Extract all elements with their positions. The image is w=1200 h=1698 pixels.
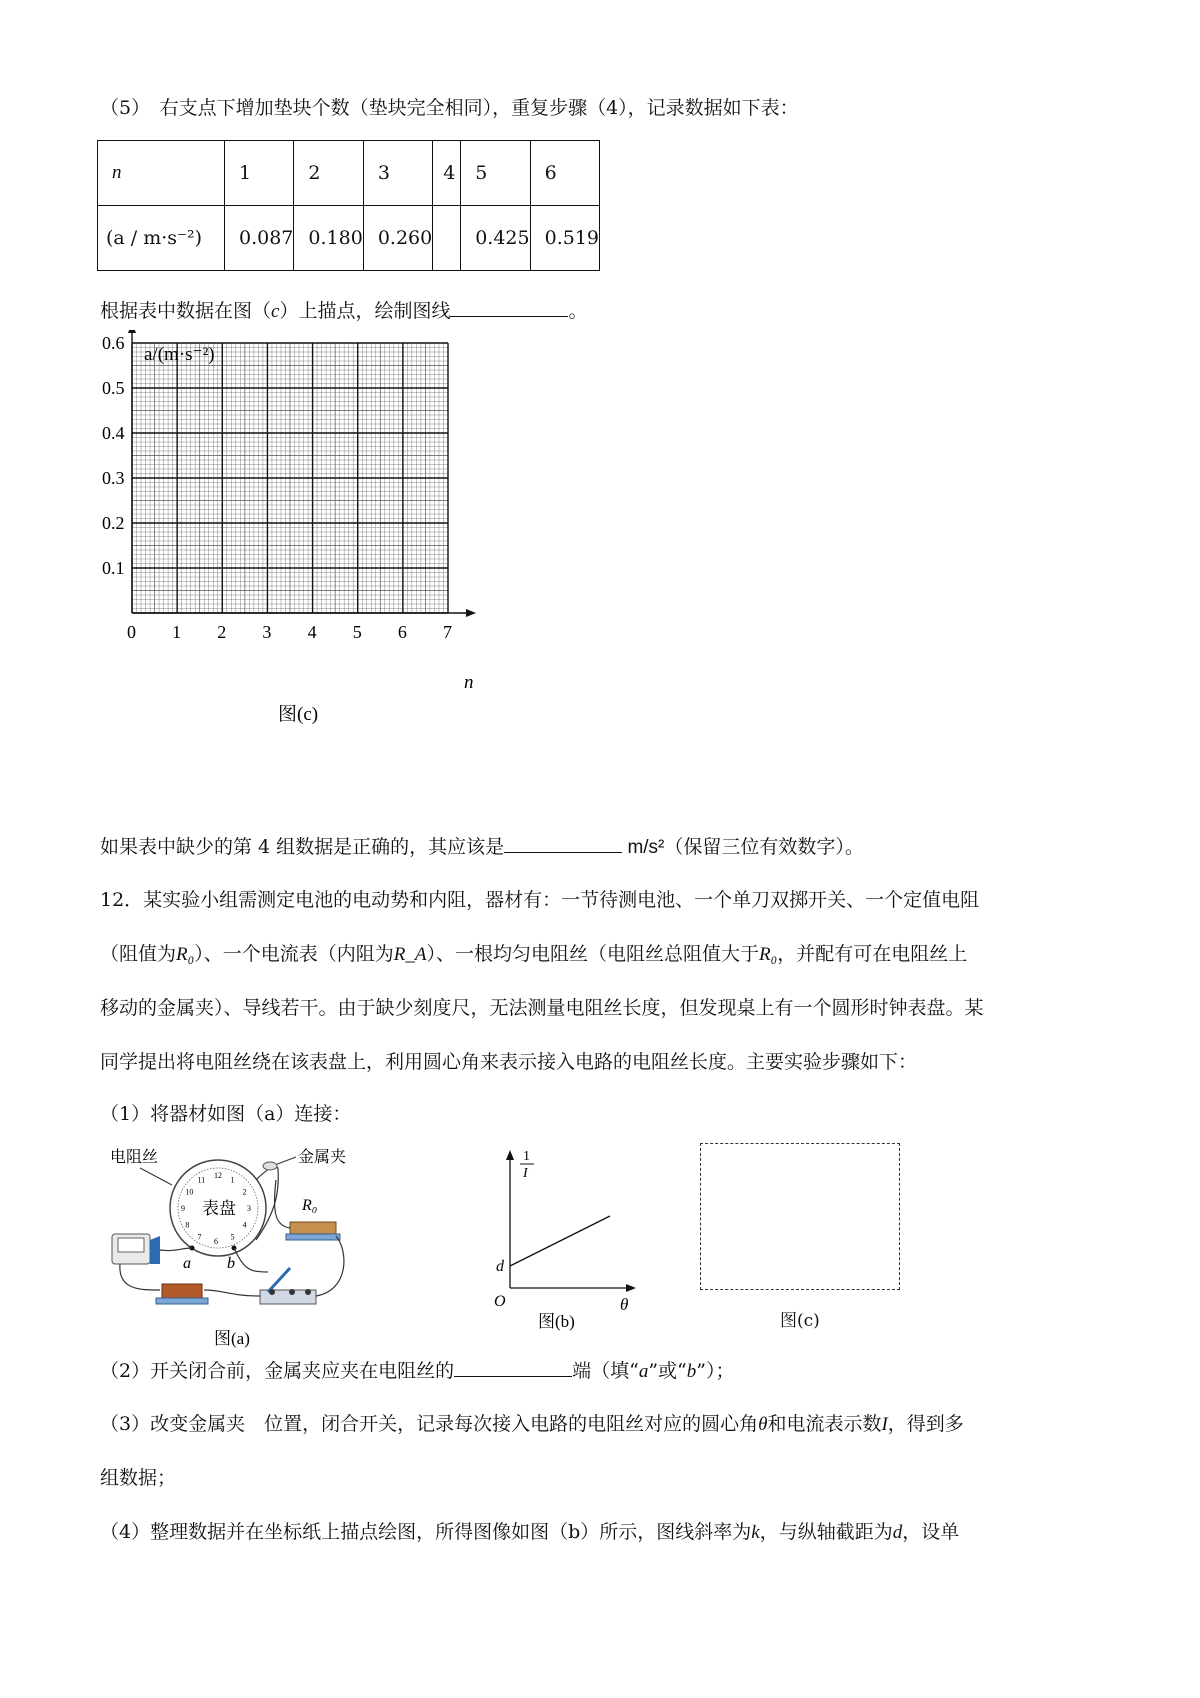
y-tick-label: 0.5 bbox=[102, 378, 125, 398]
point-a-label: a bbox=[183, 1255, 191, 1272]
dial-label: 表盘 bbox=[202, 1199, 236, 1218]
table-cell: 1 bbox=[225, 141, 294, 206]
clock-number: 2 bbox=[242, 1187, 247, 1197]
x-label-theta: θ bbox=[620, 1295, 629, 1314]
table-row bbox=[98, 206, 600, 271]
y-label-denominator: I bbox=[523, 1166, 528, 1181]
wire-label: 电阻丝 bbox=[110, 1149, 159, 1166]
clock-number: 4 bbox=[242, 1220, 247, 1230]
plot-instruction: 根据表中数据在图（c）上描点，绘制图线 。 bbox=[100, 300, 588, 322]
table-cell: 5 bbox=[461, 141, 530, 206]
x-tick-label: 0 bbox=[127, 622, 136, 642]
clip-label: 金属夹 bbox=[298, 1149, 347, 1166]
clock-number: 10 bbox=[185, 1187, 194, 1197]
q12-step2: （2）开关闭合前，金属夹应夹在电阻丝的 端（填“a”或“b”）； bbox=[100, 1360, 735, 1382]
x-tick-label: 2 bbox=[217, 622, 227, 642]
resistor-icon bbox=[286, 1222, 340, 1240]
clock-number: 9 bbox=[181, 1204, 185, 1213]
figure-a-caption: 图(a) bbox=[214, 1329, 250, 1348]
metal-clip-icon bbox=[263, 1162, 277, 1170]
clock-number: 7 bbox=[197, 1232, 202, 1242]
r0-label: R₀ bbox=[302, 1197, 318, 1214]
q12-line4: 同学提出将电阻丝绕在该表盘上，利用圆心角来表示接入电路的电阻丝长度。主要实验步骤如下： bbox=[100, 1051, 918, 1073]
q12-step3-line1: （3）改变金属夹 位置，闭合开关，记录每次接入电路的电阻丝对应的圆心角θ和电流表示数I，得到多 bbox=[100, 1413, 964, 1435]
y-tick-label: 0.6 bbox=[102, 333, 125, 353]
y-axis-label: a/(m·s⁻²) bbox=[144, 344, 215, 365]
answer-blank[interactable] bbox=[450, 298, 568, 317]
figure-c-caption: 图(c) bbox=[780, 1311, 820, 1331]
clock-number: 6 bbox=[214, 1237, 218, 1246]
x-tick-label: 1 bbox=[172, 622, 182, 642]
table-row bbox=[98, 141, 600, 206]
q12-step1: （1）将器材如图（a）连接： bbox=[100, 1103, 352, 1125]
x-axis-label: n bbox=[464, 672, 474, 693]
table-cell: 6 bbox=[530, 141, 599, 206]
y-tick-label: 0.4 bbox=[102, 423, 125, 443]
clock-number: 5 bbox=[230, 1232, 235, 1242]
table-cell: 0.519 bbox=[530, 206, 599, 271]
y-tick-label: 0.2 bbox=[102, 513, 125, 533]
switch-icon bbox=[260, 1268, 316, 1304]
clock-number: 1 bbox=[230, 1175, 235, 1185]
y-tick-label: 0.3 bbox=[102, 468, 125, 488]
figure-c-frame bbox=[700, 1143, 900, 1290]
x-tick-label: 6 bbox=[397, 622, 407, 642]
clock-number: 11 bbox=[197, 1175, 206, 1185]
table-cell: 2 bbox=[294, 141, 363, 206]
table-header-n: n bbox=[98, 141, 225, 206]
table-cell: 0.087 bbox=[225, 206, 294, 271]
x-tick-label: 3 bbox=[262, 622, 272, 642]
q12-step3-line2: 组数据； bbox=[100, 1467, 177, 1489]
table-header-a: (a / m·s⁻²) bbox=[98, 206, 225, 271]
origin-label: O bbox=[494, 1293, 506, 1310]
battery-icon bbox=[156, 1284, 208, 1304]
clock-number: 12 bbox=[214, 1171, 222, 1180]
point-b-label: b bbox=[227, 1255, 235, 1272]
q12-line1: 12．某实验小组需测定电池的电动势和内阻，器材有：一节待测电池、一个单刀双掷开关、一个定值电阻 bbox=[100, 889, 980, 911]
clock-dial bbox=[170, 1160, 266, 1256]
q12-line3: 移动的金属夹）、导线若干。由于缺少刻度尺，无法测量电阻丝长度，但发现桌上有一个圆形时钟表盘。某 bbox=[100, 997, 984, 1019]
fit-line bbox=[510, 1216, 610, 1266]
intercept-label: d bbox=[496, 1258, 504, 1275]
x-tick-label: 5 bbox=[352, 622, 362, 642]
answer-blank[interactable] bbox=[504, 834, 622, 853]
figure-b-caption: 图(b) bbox=[538, 1312, 575, 1331]
table-cell: 0.180 bbox=[294, 206, 363, 271]
x-tick-label: 7 bbox=[443, 622, 452, 642]
figure-b-graph bbox=[470, 1140, 670, 1340]
data-table bbox=[97, 140, 600, 271]
missing-data-question: 如果表中缺少的第 4 组数据是正确的，其应该是 m/s²（保留三位有效数字）。 bbox=[100, 836, 864, 858]
figure-a-circuit bbox=[100, 1140, 400, 1350]
answer-blank[interactable] bbox=[454, 1358, 572, 1377]
y-label-numerator: 1 bbox=[523, 1149, 530, 1164]
chart-caption: 图(c) bbox=[278, 704, 319, 725]
x-tick-label: 4 bbox=[307, 622, 317, 642]
graph-c bbox=[90, 330, 610, 730]
q12-line2: （阻值为R₀）、一个电流表（内阻为R_A）、一根均匀电阻丝（电阻丝总阻值大于R₀，并配有可在电阻丝上 bbox=[100, 943, 968, 965]
ammeter-icon bbox=[112, 1234, 160, 1264]
y-tick-label: 0.1 bbox=[102, 558, 125, 578]
q12-step4: （4）整理数据并在坐标纸上描点绘图，所得图像如图（b）所示，图线斜率为k，与纵轴截距为d，设单 bbox=[100, 1521, 960, 1543]
table-cell: 0.260 bbox=[363, 206, 432, 271]
step5-text: （5） 右支点下增加垫块个数（垫块完全相同），重复步骤（4），记录数据如下表： bbox=[100, 97, 799, 119]
table-cell bbox=[433, 206, 461, 271]
table-cell: 0.425 bbox=[461, 206, 530, 271]
clock-number: 8 bbox=[185, 1220, 190, 1230]
clock-number: 3 bbox=[247, 1204, 251, 1213]
table-cell: 3 bbox=[363, 141, 432, 206]
table-cell: 4 bbox=[433, 141, 461, 206]
